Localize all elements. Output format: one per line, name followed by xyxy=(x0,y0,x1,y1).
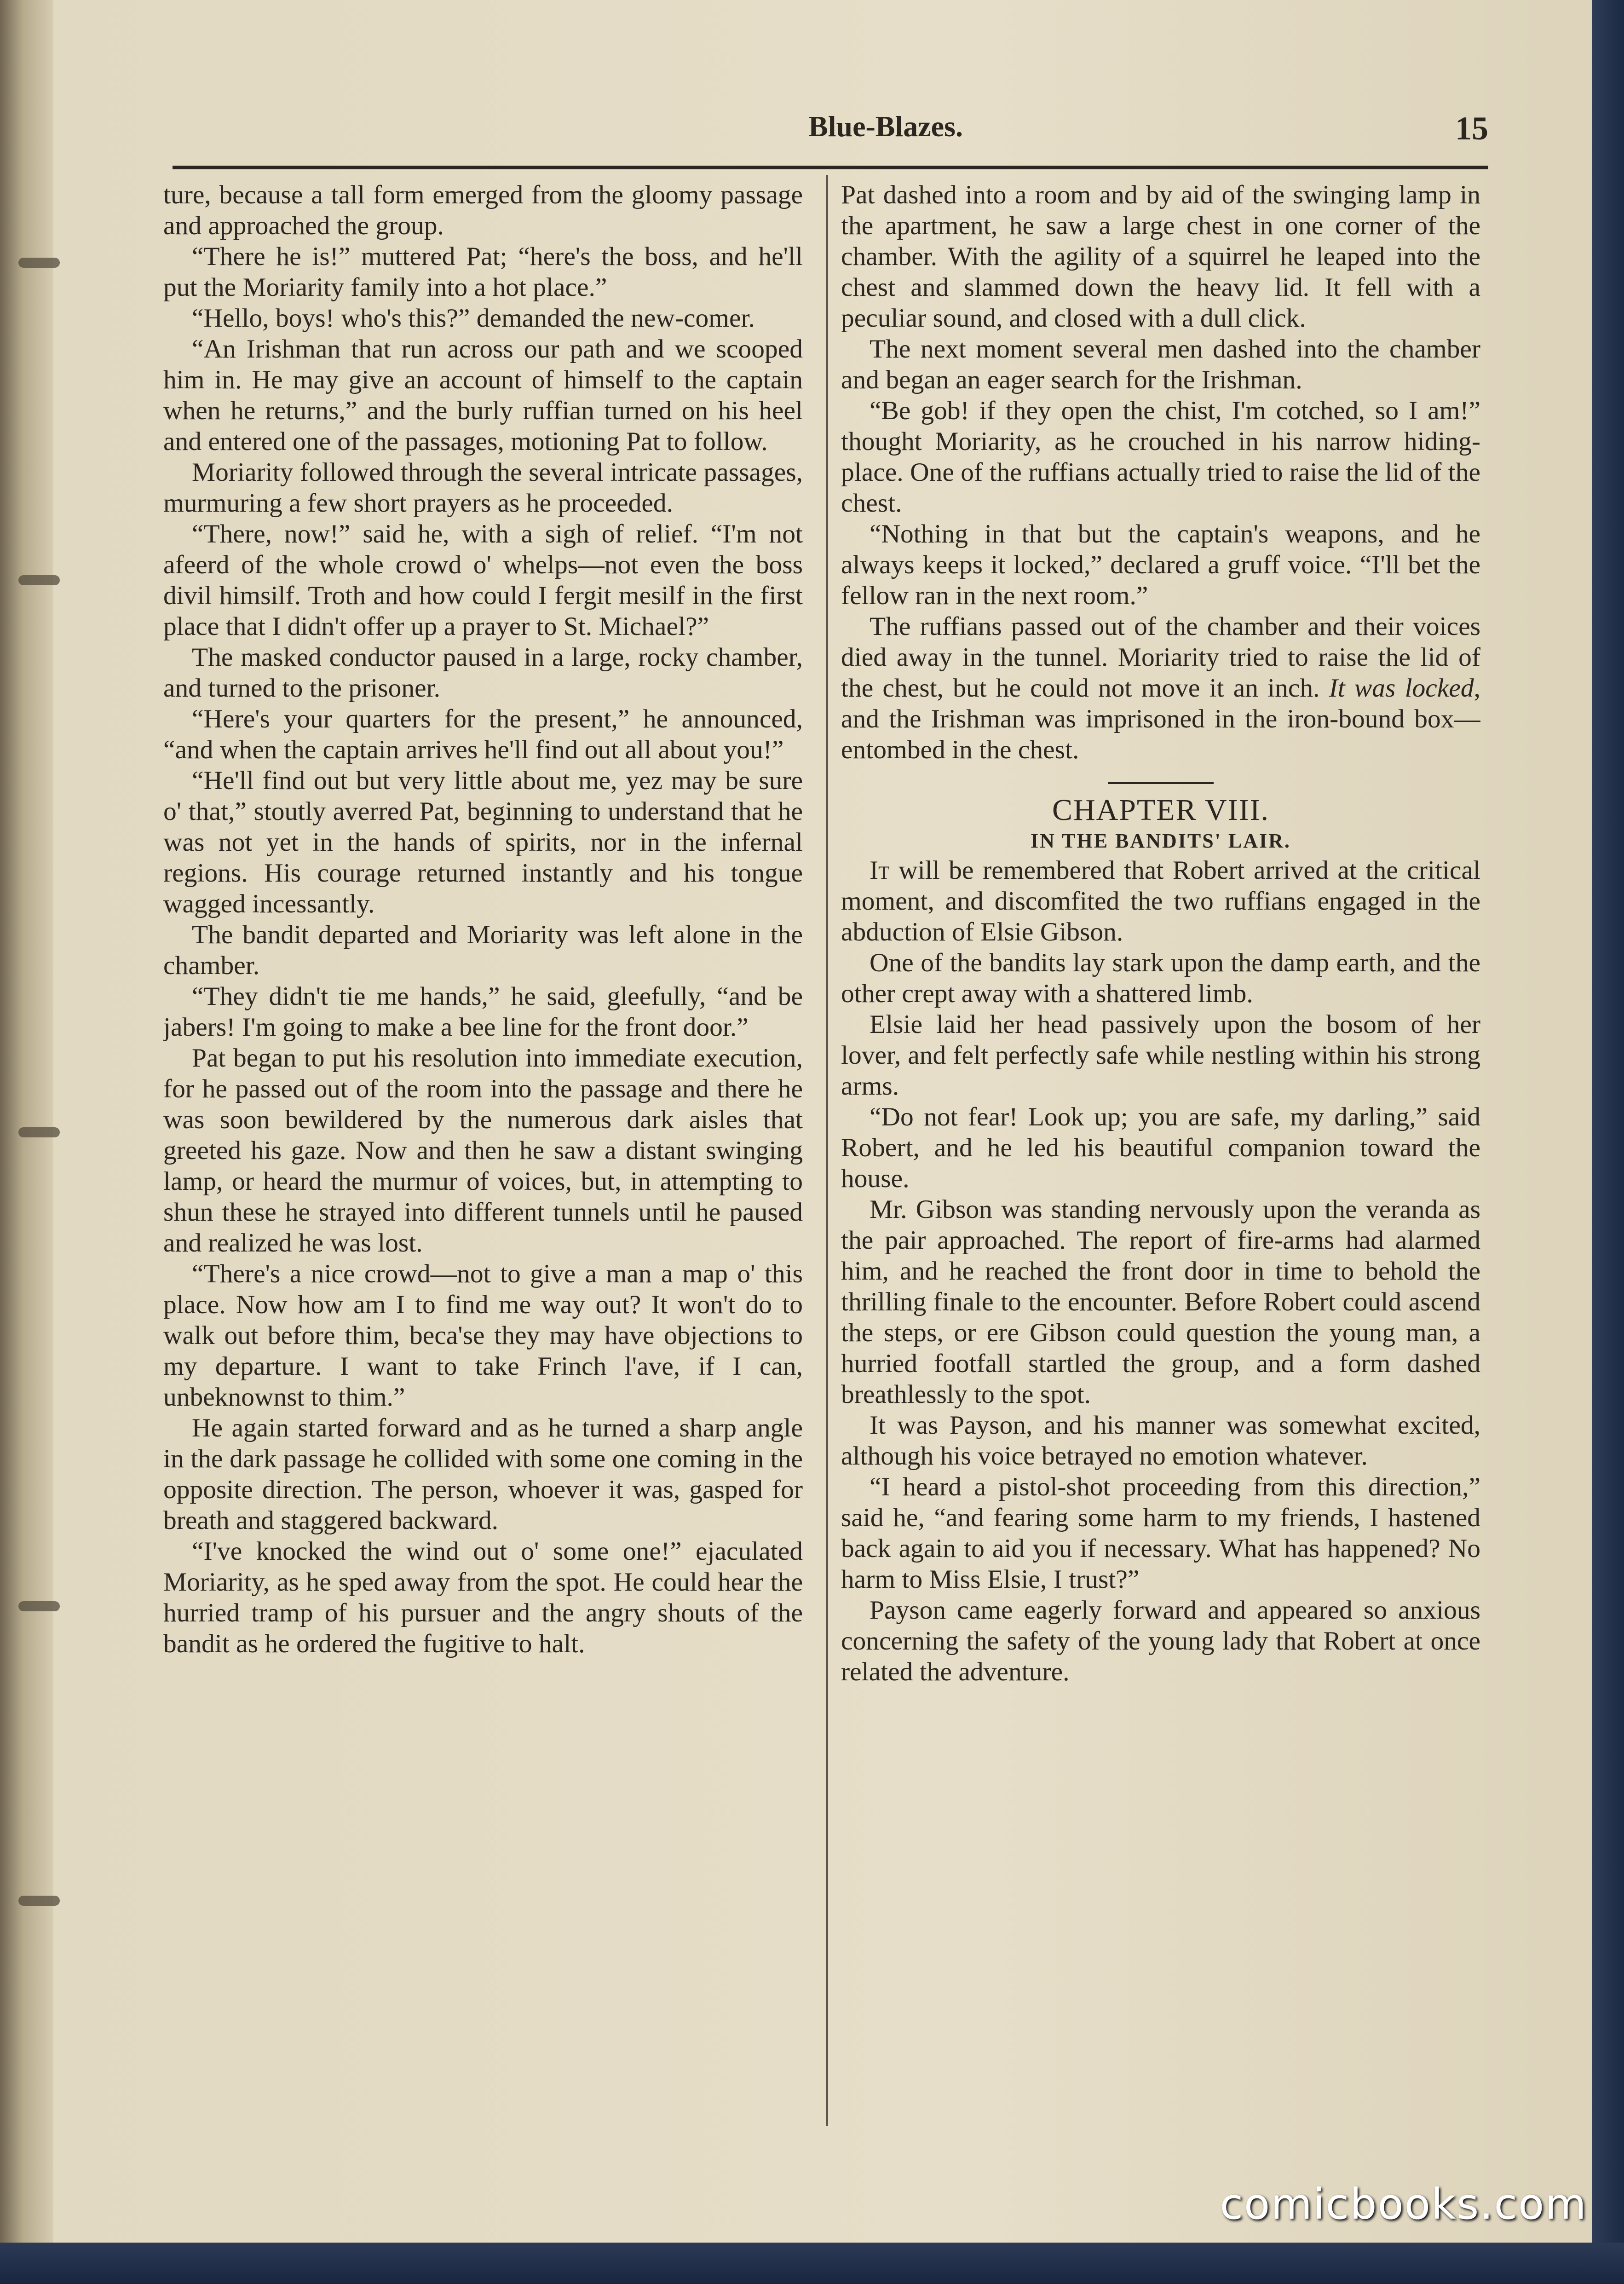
chapter-rule xyxy=(1108,782,1214,784)
scan-background-right xyxy=(1592,0,1624,2284)
binding-stitch xyxy=(18,258,60,268)
binding-stitch xyxy=(18,1601,60,1611)
paragraph: The bandit departed and Moriarity was left alone in the chamber. xyxy=(163,920,803,980)
chapter-subtitle: IN THE BANDITS' LAIR. xyxy=(1031,830,1291,852)
page-spine xyxy=(0,0,53,2284)
paragraph: “An Irishman that run across our path and we scooped him in. He may give an account of himself to the captain when he returns,” and the burly ruffian turned on his heel and entered one of the passages, motioning Pat to follow. xyxy=(163,335,803,456)
paragraph: One of the bandits lay stark upon the damp earth, and the other crept away with a shattered limb. xyxy=(841,948,1480,1008)
column-divider xyxy=(826,175,828,2126)
right-column xyxy=(841,179,1480,2135)
paragraph: “Nothing in that but the captain's weapons, and he always keeps it locked,” declared a gruff voice. “I'll bet the fellow ran in the next room.” xyxy=(841,519,1480,610)
paragraph: The next moment several men dashed into the chamber and began an eager search for the Irishman. xyxy=(841,335,1480,394)
text-span: The ruffians passed out of the chamber and their voices died away in the tunnel. Moriarity tried to raise the lid of the chest, but he could not move it an inch. xyxy=(841,612,1480,703)
paragraph: It was Payson, and his manner was somewhat excited, although his voice betrayed no emotion whatever. xyxy=(841,1411,1480,1471)
text-span: will be remembered that Robert arrived at the critical moment, and discomfited the two ruffians engaged in the abduction of Elsie Gibson. xyxy=(841,856,1480,946)
left-column xyxy=(163,179,803,2135)
paragraph: “Do not fear! Look up; you are safe, my darling,” said Robert, and he led his beautiful companion toward the house. xyxy=(841,1102,1480,1193)
paragraph: Pat began to put his resolution into immediate execution, for he passed out of the room into the passage and there he was soon bewildered by the numerous dark aisles that greeted his gaze. Now and then he saw a distant swinging lamp, or heard the murmur of voices, but, in attempting to shun these he strayed into different tunnels until he paused and realized he was lost. xyxy=(163,1044,803,1257)
paragraph-locked xyxy=(841,611,1480,765)
paragraph: Elsie laid her head passively upon the bosom of her lover, and felt perfectly safe while nestling within his strong arms. xyxy=(841,1010,1480,1101)
paragraph: “He'll find out but very little about me, yez may be sure o' that,” stoutly averred Pat, beginning to understand that he was not yet in the hands of spirits, nor in the infernal regions. His courage returned instantly and his tongue wagged incessantly. xyxy=(163,766,803,918)
paragraph: “There he is!” muttered Pat; “here's the boss, and he'll put the Moriarity family into a hot place.” xyxy=(163,242,803,302)
paragraph: Moriarity followed through the several intricate passages, murmuring a few short prayers as he proceeded. xyxy=(163,458,803,518)
paragraph: “I heard a pistol-shot proceeding from this direction,” said he, “and fearing some harm to my friends, I hastened back again to aid you if necessary. What has happened? No harm to Miss Elsie, I trust?” xyxy=(841,1472,1480,1594)
paragraph: “There, now!” said he, with a sigh of relief. “I'm not afeerd of the whole crowd o' whelps—not even the boss divil himsilf. Troth and how could I fergit mesilf in the first place that I didn't offer up a prayer to St. Michael?” xyxy=(163,519,803,641)
paragraph: He again started forward and as he turned a sharp angle in the dark passage he collided with some one coming in the opposite direction. The person, whoever it was, gasped for breath and staggered backward. xyxy=(163,1413,803,1535)
binding-stitch xyxy=(18,575,60,585)
paragraph: “There's a nice crowd—not to give a man a map o' this place. Now how am I to find me way out? It won't do to walk out before thim, beca'se they may have objections to my departure. I want to take Frinch l'ave, if I can, unbeknownst to thim.” xyxy=(163,1259,803,1412)
paragraph: “They didn't tie me hands,” he said, gleefully, “and be jabers! I'm going to make a bee line for the front door.” xyxy=(163,982,803,1042)
paragraph: “Be gob! if they open the chist, I'm cotched, so I am!” thought Moriarity, as he crouched in his narrow hiding-place. One of the ruffians actually tried to raise the lid of the chest. xyxy=(841,396,1480,518)
header-rule xyxy=(173,166,1488,169)
watermark-text: comicbooks.com xyxy=(1220,2180,1587,2229)
paragraph xyxy=(841,855,1480,947)
paragraph: “Here's your quarters for the present,” he announced, “and when the captain arrives he'll find out all about you!” xyxy=(163,704,803,764)
binding-stitch xyxy=(18,1127,60,1137)
page-number: 15 xyxy=(1455,110,1488,147)
lead-word: It xyxy=(870,856,890,885)
chapter-title: CHAPTER VIII. xyxy=(1052,793,1270,827)
paragraph: The masked conductor paused in a large, rocky chamber, and turned to the prisoner. xyxy=(163,643,803,703)
running-title: Blue-Blazes. xyxy=(808,110,963,143)
paragraph: “I've knocked the wind out o' some one!” ejaculated Moriarity, as he sped away from the spot. He could hear the hurried tramp of his pursuer and the angry shouts of the bandit as he ordered the fugitive to halt. xyxy=(163,1537,803,1658)
scan-background-bottom xyxy=(0,2243,1624,2284)
paragraph: Pat dashed into a room and by aid of the swinging lamp in the apartment, he saw a large chest in one corner of the chamber. With the agility of a squirrel he leaped into the chest and slammed down the heavy lid. It fell with a peculiar sound, and closed with a dull click. xyxy=(841,180,1480,333)
paragraph: “Hello, boys! who's this?” demanded the new-comer. xyxy=(192,304,755,333)
paragraph: Payson came eagerly forward and appeared so anxious concerning the safety of the young lady that Robert at once related the adventure. xyxy=(841,1596,1480,1686)
paragraph: Mr. Gibson was standing nervously upon the veranda as the pair approached. The report of fire-arms had alarmed him, and he reached the front door in time to behold the thrilling finale to the encounter. Before Robert could ascend the steps, or ere Gibson could question the young man, a hurried footfall startled the group, and a form dashed breathlessly to the spot. xyxy=(841,1195,1480,1409)
paragraph: ture, because a tall form emerged from the gloomy passage and approached the group. xyxy=(163,180,803,240)
italic-text: It was locked xyxy=(1329,674,1474,703)
binding-stitch xyxy=(18,1896,60,1906)
text-span: , and the Irishman was imprisoned in the iron-bound box—entombed in the chest. xyxy=(841,674,1480,764)
page-header xyxy=(173,110,1488,151)
